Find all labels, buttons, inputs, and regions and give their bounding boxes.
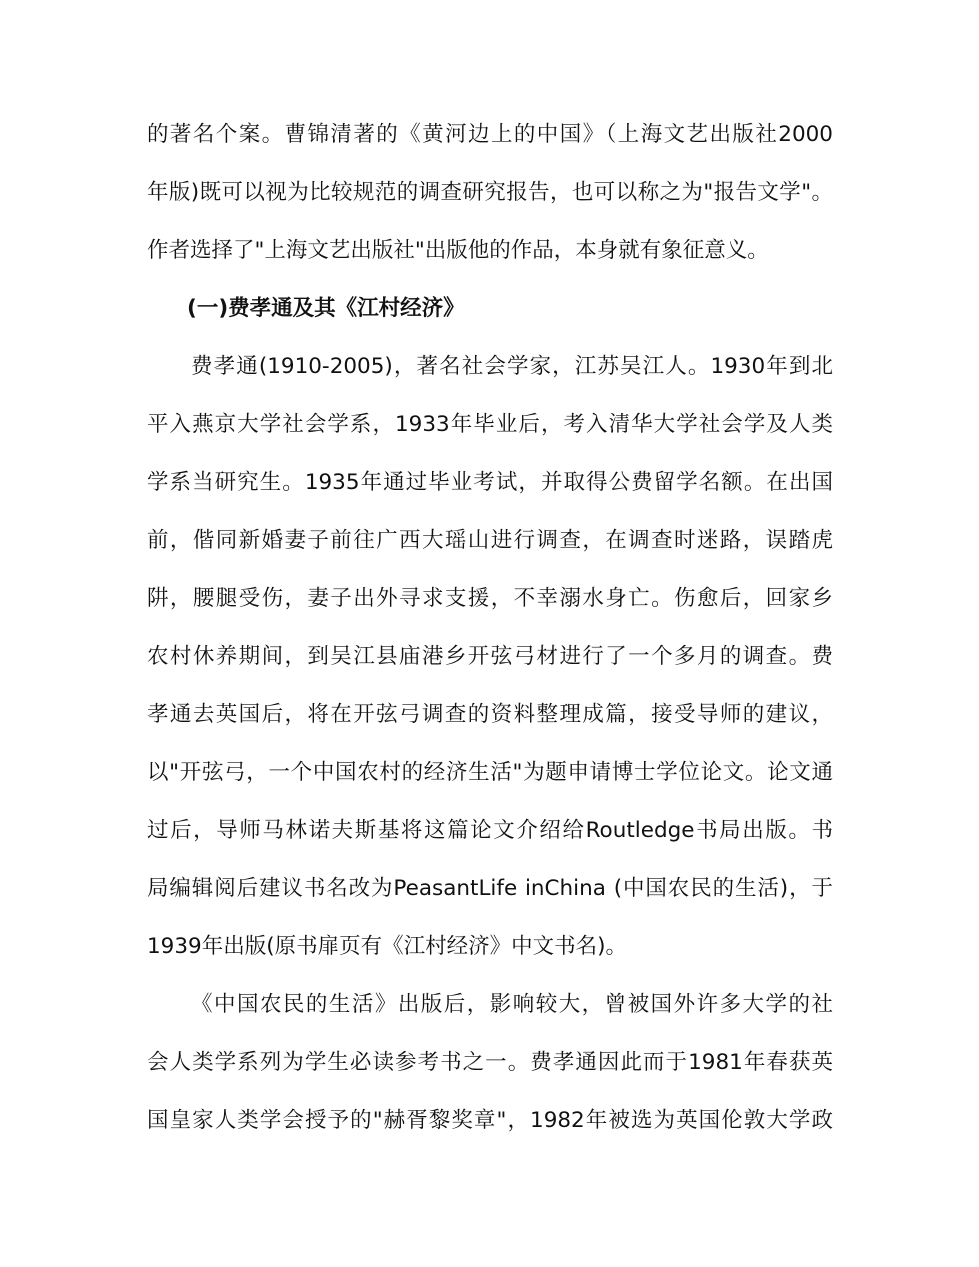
paragraph-line: 平入燕京大学社会学系，1933年毕业后，考入清华大学社会学及人类 xyxy=(147,412,833,437)
paragraph-line: 的著名个案。曹锦清著的《黄河边上的中国》（上海文艺出版社2000 xyxy=(147,122,833,147)
paragraph-line: 以"开弦弓，一个中国农村的经济生活"为题申请博士学位论文。论文通 xyxy=(147,760,833,785)
paragraph-line: 前，偕同新婚妻子前往广西大瑶山进行调查，在调查时迷路，误踏虎 xyxy=(147,528,833,553)
document-body xyxy=(147,110,833,1154)
paragraph-line: 阱，腰腿受伤，妻子出外寻求支援，不幸溺水身亡。伤愈后，回家乡 xyxy=(147,586,833,611)
paragraph-line: 会人类学系列为学生必读参考书之一。费孝通因此而于1981年春获英 xyxy=(147,1050,833,1075)
paragraph-line: 国皇家人类学会授予的"赫胥黎奖章"，1982年被选为英国伦敦大学政 xyxy=(147,1108,833,1133)
paragraph-line: 学系当研究生。1935年通过毕业考试，并取得公费留学名额。在出国 xyxy=(147,470,833,495)
paragraph-line: 1939年出版(原书扉页有《江村经济》中文书名)。 xyxy=(147,934,627,959)
paragraph-line: 作者选择了"上海文艺出版社"出版他的作品，本身就有象征意义。 xyxy=(147,238,769,263)
paragraph-line: 年版)既可以视为比较规范的调查研究报告，也可以称之为"报告文学"。 xyxy=(147,180,833,205)
paragraph-line: 农村休养期间，到吴江县庙港乡开弦弓材进行了一个多月的调查。费 xyxy=(147,644,833,669)
paragraph-line: 《中国农民的生活》出版后，影响较大，曾被国外许多大学的社 xyxy=(191,992,833,1017)
paragraph-line: 费孝通(1910-2005)，著名社会学家，江苏吴江人。1930年到北 xyxy=(191,354,833,379)
paragraph-line: 局编辑阅后建议书名改为PeasantLife inChina (中国农民的生活)，于 xyxy=(147,876,833,901)
paragraph-line: 孝通去英国后，将在开弦弓调查的资料整理成篇，接受导师的建议， xyxy=(147,702,833,727)
paragraph-line: 过后，导师马林诺夫斯基将这篇论文介绍给Routledge书局出版。书 xyxy=(147,818,833,843)
section-heading: (一)费孝通及其《江村经济》 xyxy=(187,296,465,321)
